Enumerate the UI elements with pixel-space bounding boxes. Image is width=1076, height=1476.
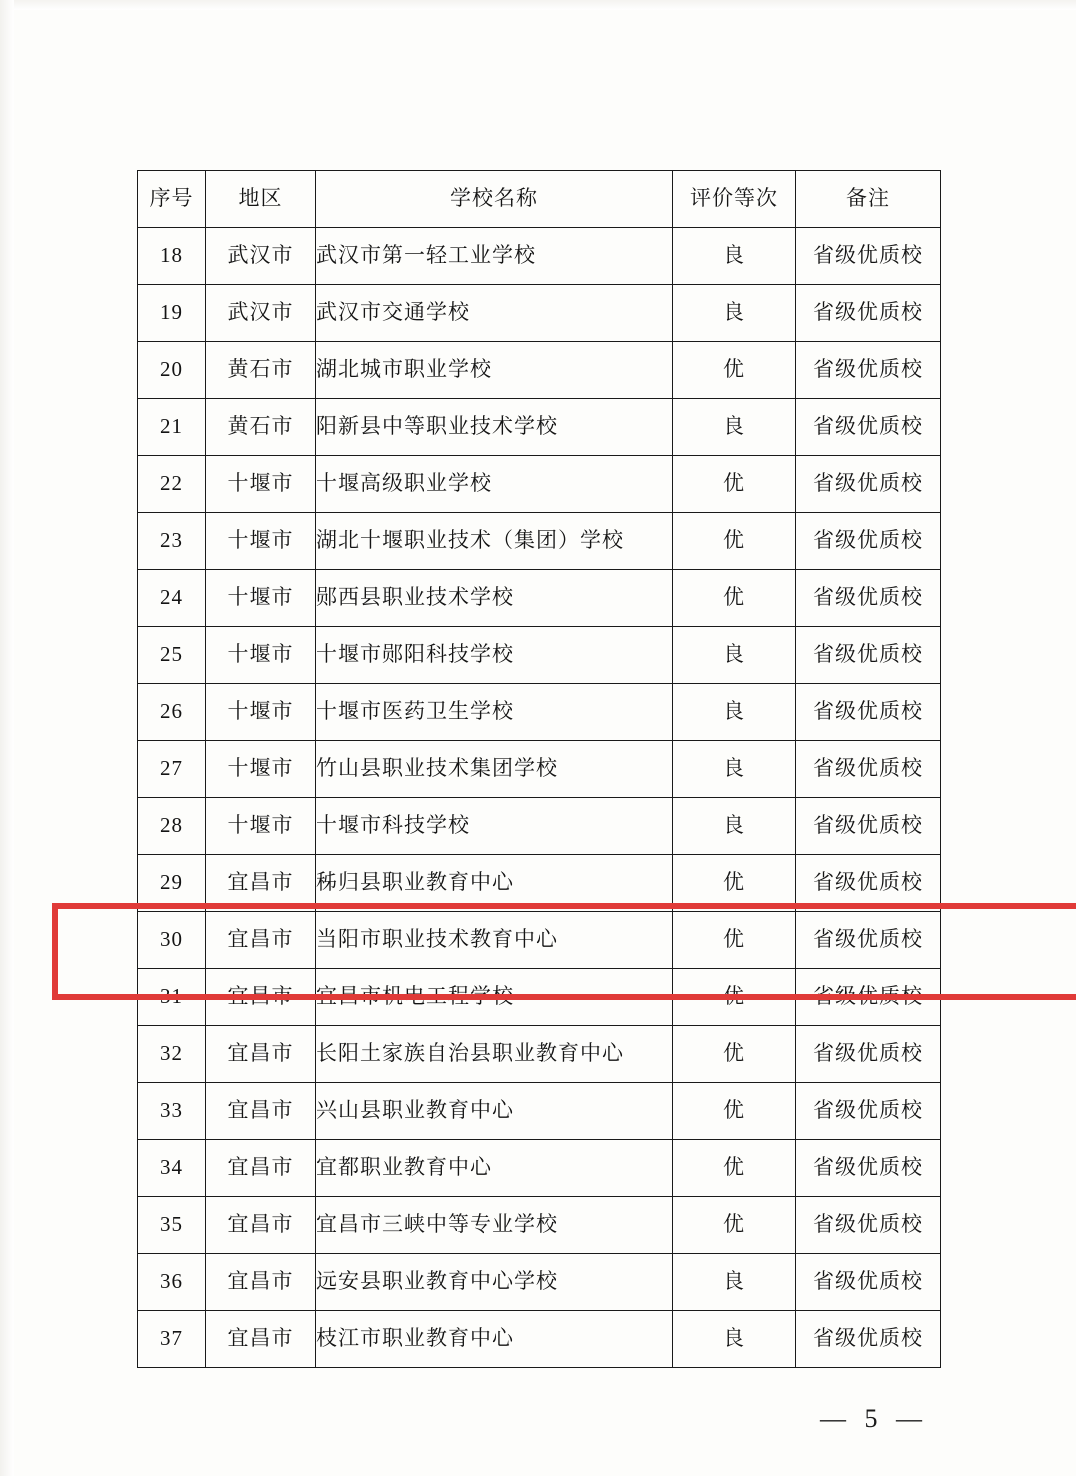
cell-grade: 优 [673,1197,796,1254]
table-row [138,855,941,912]
cell-note: 省级优质校 [796,684,941,741]
table-row [138,1083,941,1140]
cell-index: 25 [138,627,206,684]
cell-school: 宜都职业教育中心 [316,1140,673,1197]
cell-region: 宜昌市 [206,1140,316,1197]
table-row [138,798,941,855]
cell-grade: 优 [673,1026,796,1083]
cell-region: 十堰市 [206,684,316,741]
cell-index: 37 [138,1311,206,1368]
cell-grade: 良 [673,399,796,456]
cell-grade: 良 [673,285,796,342]
cell-school: 竹山县职业技术集团学校 [316,741,673,798]
cell-grade: 优 [673,570,796,627]
cell-region: 宜昌市 [206,1026,316,1083]
table-row [138,741,941,798]
cell-region: 宜昌市 [206,1083,316,1140]
table-row [138,228,941,285]
table-row [138,1311,941,1368]
cell-region: 宜昌市 [206,1311,316,1368]
cell-note: 省级优质校 [796,1197,941,1254]
cell-index: 23 [138,513,206,570]
cell-region: 武汉市 [206,228,316,285]
cell-region: 宜昌市 [206,912,316,969]
cell-grade: 优 [673,456,796,513]
table-row [138,285,941,342]
cell-school: 十堰高级职业学校 [316,456,673,513]
cell-grade: 良 [673,627,796,684]
cell-school: 长阳土家族自治县职业教育中心 [316,1026,673,1083]
table-row [138,1254,941,1311]
table-row [138,1140,941,1197]
paper-edge-left [0,0,14,1476]
table-row [138,513,941,570]
cell-region: 武汉市 [206,285,316,342]
cell-school: 当阳市职业技术教育中心 [316,912,673,969]
cell-grade: 良 [673,798,796,855]
cell-school: 秭归县职业教育中心 [316,855,673,912]
cell-index: 20 [138,342,206,399]
cell-region: 宜昌市 [206,1254,316,1311]
cell-school: 武汉市交通学校 [316,285,673,342]
page-number: — 5 — [820,1404,928,1433]
cell-school: 湖北城市职业学校 [316,342,673,399]
table-row [138,1026,941,1083]
table-row [138,684,941,741]
cell-grade: 良 [673,684,796,741]
cell-region: 十堰市 [206,456,316,513]
school-evaluation-table-wrapper [137,170,940,1368]
cell-school: 十堰市科技学校 [316,798,673,855]
cell-note: 省级优质校 [796,1083,941,1140]
table-row [138,1197,941,1254]
cell-grade: 优 [673,912,796,969]
cell-note: 省级优质校 [796,228,941,285]
cell-region: 黄石市 [206,399,316,456]
cell-grade: 优 [673,855,796,912]
cell-note: 省级优质校 [796,627,941,684]
cell-index: 27 [138,741,206,798]
cell-grade: 优 [673,342,796,399]
cell-region: 十堰市 [206,570,316,627]
cell-note: 省级优质校 [796,456,941,513]
cell-school: 阳新县中等职业技术学校 [316,399,673,456]
table-row [138,456,941,513]
paper-edge-top [0,0,1076,10]
cell-index: 19 [138,285,206,342]
cell-note: 省级优质校 [796,912,941,969]
cell-index: 33 [138,1083,206,1140]
cell-note: 省级优质校 [796,969,941,1026]
header-index: 序号 [138,171,206,228]
cell-school: 兴山县职业教育中心 [316,1083,673,1140]
table-row [138,627,941,684]
cell-school: 郧西县职业技术学校 [316,570,673,627]
cell-school: 十堰市郧阳科技学校 [316,627,673,684]
cell-region: 宜昌市 [206,969,316,1026]
cell-index: 36 [138,1254,206,1311]
table-row [138,969,941,1026]
cell-school: 十堰市医药卫生学校 [316,684,673,741]
table-body [138,228,941,1368]
table-row-highlighted [138,912,941,969]
cell-note: 省级优质校 [796,798,941,855]
cell-note: 省级优质校 [796,285,941,342]
cell-school: 湖北十堰职业技术（集团）学校 [316,513,673,570]
cell-note: 省级优质校 [796,1311,941,1368]
cell-index: 34 [138,1140,206,1197]
cell-region: 十堰市 [206,513,316,570]
cell-grade: 优 [673,513,796,570]
cell-note: 省级优质校 [796,741,941,798]
cell-index: 29 [138,855,206,912]
cell-index: 30 [138,912,206,969]
table-header-row [138,171,941,228]
table-row [138,342,941,399]
cell-school: 远安县职业教育中心学校 [316,1254,673,1311]
cell-region: 黄石市 [206,342,316,399]
cell-grade: 良 [673,741,796,798]
cell-note: 省级优质校 [796,342,941,399]
cell-note: 省级优质校 [796,1026,941,1083]
cell-index: 24 [138,570,206,627]
cell-region: 宜昌市 [206,855,316,912]
cell-index: 26 [138,684,206,741]
cell-grade: 良 [673,1254,796,1311]
cell-region: 十堰市 [206,627,316,684]
cell-grade: 良 [673,228,796,285]
table-row [138,399,941,456]
cell-note: 省级优质校 [796,513,941,570]
cell-index: 31 [138,969,206,1026]
cell-school: 武汉市第一轻工业学校 [316,228,673,285]
cell-index: 28 [138,798,206,855]
header-region: 地区 [206,171,316,228]
cell-region: 宜昌市 [206,1197,316,1254]
cell-school: 枝江市职业教育中心 [316,1311,673,1368]
cell-note: 省级优质校 [796,399,941,456]
cell-school: 宜昌市机电工程学校 [316,969,673,1026]
cell-index: 22 [138,456,206,513]
cell-index: 35 [138,1197,206,1254]
cell-grade: 良 [673,1311,796,1368]
cell-school: 宜昌市三峡中等专业学校 [316,1197,673,1254]
cell-index: 18 [138,228,206,285]
cell-region: 十堰市 [206,798,316,855]
cell-note: 省级优质校 [796,1254,941,1311]
cell-index: 32 [138,1026,206,1083]
table-row [138,570,941,627]
school-evaluation-table [137,170,941,1368]
header-evaluation-grade: 评价等次 [673,171,796,228]
cell-index: 21 [138,399,206,456]
cell-grade: 优 [673,1083,796,1140]
cell-note: 省级优质校 [796,570,941,627]
cell-note: 省级优质校 [796,855,941,912]
cell-grade: 优 [673,969,796,1026]
header-note: 备注 [796,171,941,228]
cell-note: 省级优质校 [796,1140,941,1197]
header-school-name: 学校名称 [316,171,673,228]
cell-grade: 优 [673,1140,796,1197]
cell-region: 十堰市 [206,741,316,798]
